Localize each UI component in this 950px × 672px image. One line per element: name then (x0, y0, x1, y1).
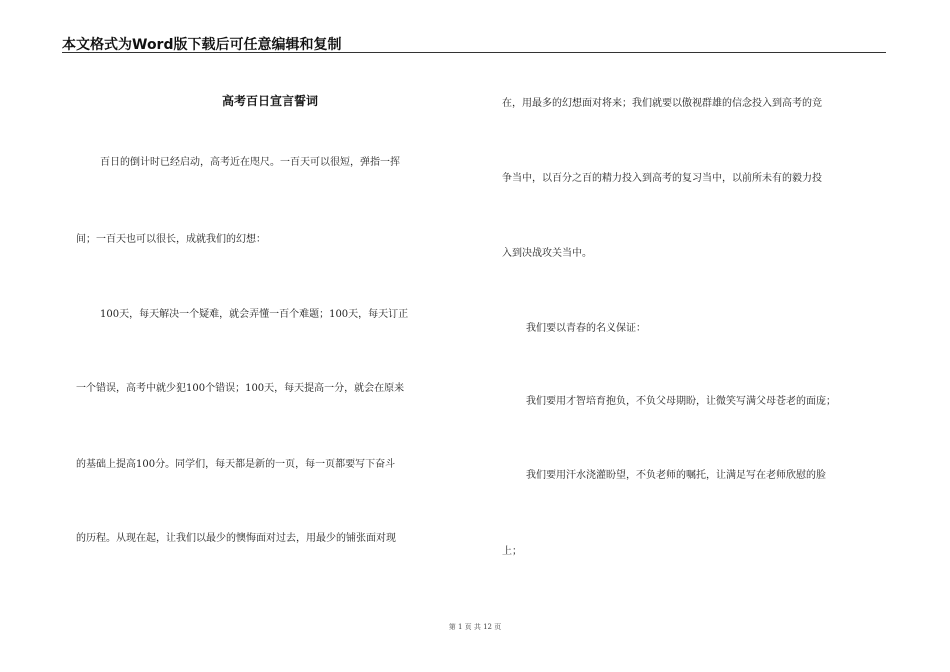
paragraph-line: 我们要以青春的名义保证： (526, 323, 646, 334)
paragraph-line: 上； (502, 546, 522, 557)
paragraph-line: 我们要用才智培育抱负，不负父母期盼，让微笑写满父母苍老的面庞； (526, 396, 836, 407)
paragraph-line: 我们要用汗水浇灌盼望，不负老师的嘱托，让满足写在老师欣慰的脸 (526, 470, 826, 481)
paragraph-line: 在，用最多的幻想面对将来；我们就要以傲视群雄的信念投入到高考的竞 (502, 98, 822, 109)
header-divider (62, 52, 886, 53)
paragraph-line: 一个错误，高考中就少犯100个错误；100天，每天提高一分，就会在原来 (76, 383, 405, 394)
document-title: 高考百日宣言誓词 (221, 94, 318, 108)
paragraph-line: 的基础上提高100分。同学们，每天都是新的一页，每一页都要写下奋斗 (76, 459, 396, 470)
paragraph-line: 100天，每天解决一个疑难，就会弄懂一百个难题；100天，每天订正 (100, 309, 409, 320)
document-header: 本文格式为Word版下载后可任意编辑和复制 (62, 37, 342, 53)
paragraph-line: 间；一百天也可以很长，成就我们的幻想： (76, 234, 266, 245)
paragraph-line: 争当中，以百分之百的精力投入到高考的复习当中，以前所未有的毅力投 (502, 173, 822, 184)
paragraph-line: 入到决战攻关当中。 (502, 248, 592, 259)
paragraph-line: 的历程。从现在起，让我们以最少的懊悔面对过去，用最少的铺张面对现 (76, 533, 396, 544)
paragraph-line: 百日的倒计时已经启动，高考近在咫尺。一百天可以很短，弹指一挥 (100, 157, 400, 168)
page-number: 第 1 页 共 12 页 (448, 623, 502, 631)
